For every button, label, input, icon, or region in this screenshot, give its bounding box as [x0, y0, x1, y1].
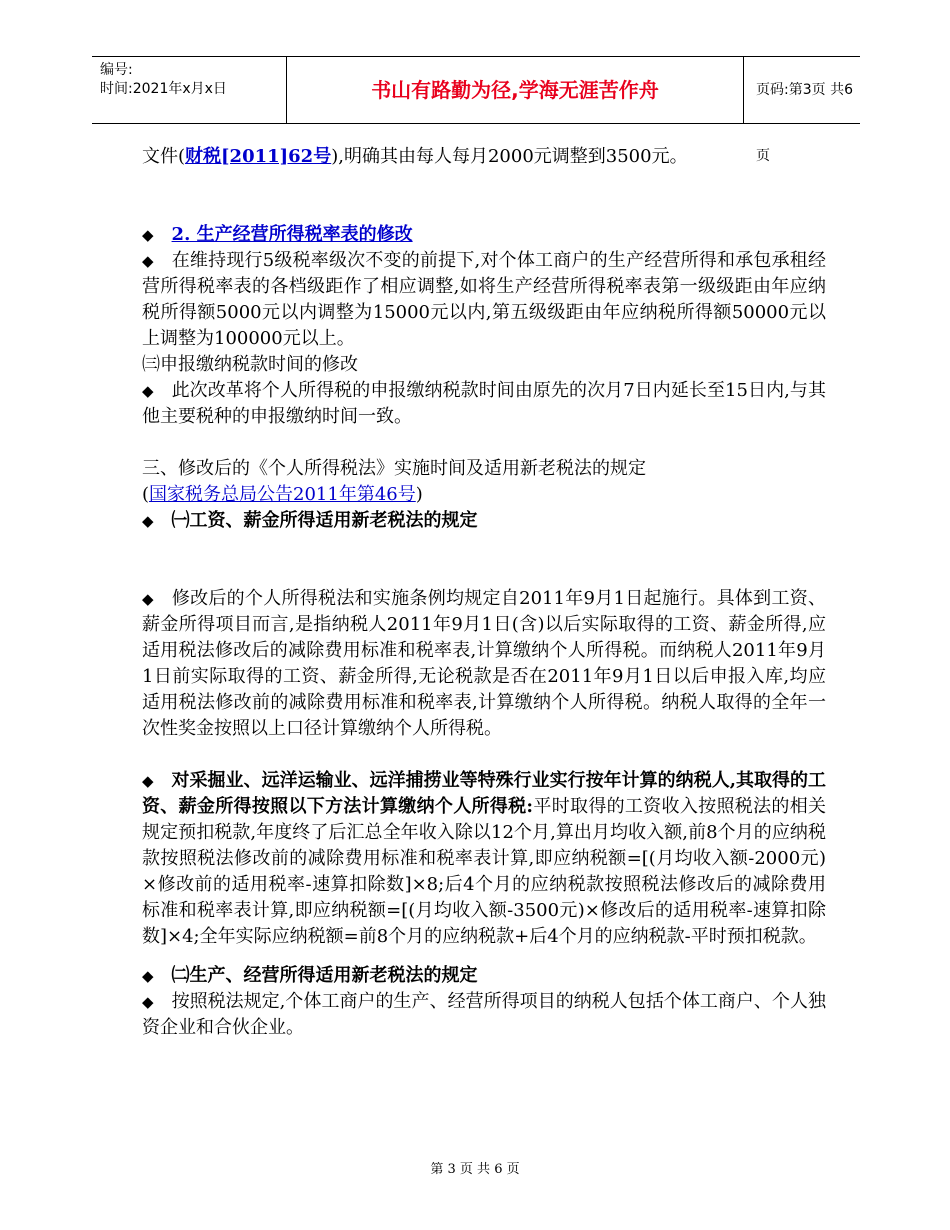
section-tax-rate-table-title [142, 222, 826, 248]
link-caishui-2011-62[interactable]: 财税[2011]62号 [185, 146, 332, 167]
document-code-label: 编号: [100, 62, 133, 78]
bullet-icon: ◆ [142, 226, 154, 244]
header-motto: 书山有路勤为径,学海无涯苦作舟 [286, 57, 744, 123]
document-body [142, 144, 826, 1041]
bullet-icon: ◆ [142, 993, 154, 1011]
bullet-icon: ◆ [142, 252, 154, 270]
subsection-business-text: ◆ 按照税法规定,个体工商户的生产、经营所得项目的纳税人包括个体工商户、个人独资企业和合伙企业。 [142, 991, 826, 1038]
paragraph-file-reference: 文件(财税[2011]62号),明确其由每人每月2000元调整到3500元。 [142, 146, 688, 167]
header-meta [92, 57, 286, 123]
subsection-wages-text: ◆ 修改后的个人所得税法和实施条例均规定自2011年9月1日起施行。具体到工资、薪金所得项目而言,是指纳税人2011年9月1日(含)以后实际取得的工资、薪金所得,应适用税法修改后的减除费用标准和税率表,计算缴纳个人所得税。而纳税人2011年9月1日前实际取得的工资、薪金所得,无论税款是否在2011年9月1日以后申报入库,均应适用税法修改前的减除费用标准和税率表,计算缴纳个人所得税。纳税人取得的全年一次性奖金按照以上口径计算缴纳个人所得税。 [142, 588, 826, 739]
subsection-business-title: ◆ ㈡生产、经营所得适用新老税法的规定 [142, 965, 478, 986]
link-announcement-2011-46[interactable]: 国家税务总局公告2011年第46号 [149, 484, 416, 505]
link-section-2-title[interactable]: 2. 生产经营所得税率表的修改 [171, 224, 413, 245]
section-filing-time-title: ㈢申报缴纳税款时间的修改 [142, 354, 358, 375]
part-three-reference: (国家税务总局公告2011年第46号) [142, 484, 423, 505]
subsection-wages-title: ◆ ㈠工资、薪金所得适用新老税法的规定 [142, 510, 478, 531]
header-page-info: 页码:第3页 共6页 [756, 82, 853, 164]
section-tax-rate-table-text: ◆ 在维持现行5级税率级次不变的前提下,对个体工商户的生产经营所得和承包承租经营所得税率表的各档级距作了相应调整,如将生产经营所得税率表第一级级距由年应纳税所得额5000元以内调整为15000元以内,第五级级距由年应纳税所得额50000元以上调整为100000元以上。 [142, 250, 826, 349]
document-time: 时间:2021年x月x日 [100, 81, 227, 97]
section-filing-time-text: ◆ 此次改革将个人所得税的申报缴纳税款时间由原先的次月7日内延长至15日内,与其他主要税种的申报缴纳时间一致。 [142, 380, 826, 427]
bullet-icon: ◆ [142, 382, 154, 400]
part-three-title: 三、修改后的《个人所得税法》实施时间及适用新老税法的规定 [142, 458, 646, 479]
bullet-icon: ◆ [142, 772, 154, 790]
page-footer: 第 3 页 共 6 页 [430, 1162, 520, 1177]
bullet-icon: ◆ [142, 512, 154, 530]
bullet-icon: ◆ [142, 967, 154, 985]
special-industries-paragraph: ◆ 对采掘业、远洋运输业、远洋捕捞业等特殊行业实行按年计算的纳税人,其取得的工资、薪金所得按照以下方法计算缴纳个人所得税:平时取得的工资收入按照税法的相关规定预扣税款,年度终了后汇总全年收入除以12个月,算出月均收入额,前8个月的应纳税款按照税法修改前的减除费用标准和税率表计算,即应纳税额=[(月均收入额-2000元)×修改前的适用税率-速算扣除数]×8;后4个月的应纳税款按照税法修改后的减除费用标准和税率表计算,即应纳税额=[(月均收入额-3500元)×修改后的适用税率-速算扣除数]×4;全年实际应纳税额=前8个月的应纳税款+后4个月的应纳税款-平时预扣税款。 [142, 770, 826, 947]
bullet-icon: ◆ [142, 590, 154, 608]
